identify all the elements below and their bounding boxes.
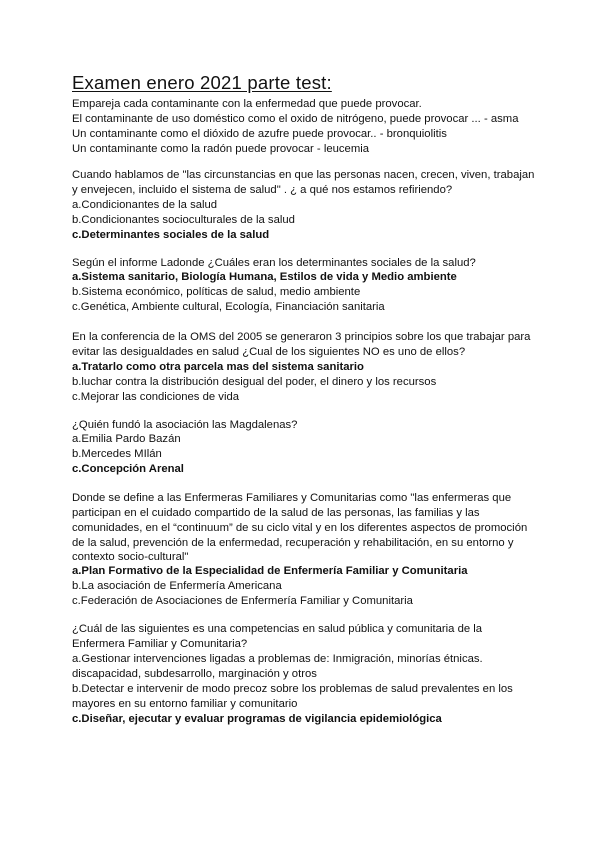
question-3-answer: a.Tratarlo como otra parcela mas del sistema sanitario	[72, 361, 364, 373]
question-6-option-a: discapacidad, subdesarrollo, marginación y otros	[72, 668, 317, 680]
question-6-answer: c.Diseñar, ejecutar y evaluar programas de vigilancia epidemiológica	[72, 713, 442, 725]
question-1-option-a: a.Condicionantes de la salud	[72, 199, 218, 211]
question-6-text: Enfermera Familiar y Comunitaria?	[72, 638, 248, 650]
question-1-text: y envejecen, incluido el sistema de salud" . ¿ a qué nos estamos refiriendo?	[72, 184, 453, 196]
question-6-option-a: a.Gestionar intervenciones ligadas a problemas de: Inmigración, minorías étnicas.	[72, 653, 483, 665]
question-2-answer: a.Sistema sanitario, Biología Humana, Estilos de vida y Medio ambiente	[72, 271, 457, 283]
question-2-option-b: b.Sistema económico, políticas de salud, medio ambiente	[72, 286, 361, 298]
question-4-answer: c.Concepción Arenal	[72, 463, 184, 475]
question-3-text: evitar las desigualdades en salud ¿Cual de los siguientes NO es uno de ellos?	[72, 346, 466, 358]
question-5-text: participan en el cuidado compartido de la salud de las personas, las familias y las	[72, 507, 480, 519]
question-6-option-b: mayores en su entorno familiar y comunitario	[72, 698, 298, 710]
question-6-text: ¿Cuál de las siguientes es una competencias en salud pública y comunitaria de la	[72, 623, 483, 635]
question-5-answer: a.Plan Formativo de la Especialidad de Enfermería Familiar y Comunitaria	[72, 565, 468, 577]
question-4-option-a: a.Emilia Pardo Bazán	[72, 433, 181, 445]
question-1-option-b: b.Condicionantes socioculturales de la salud	[72, 214, 295, 226]
intro-line: Un contaminante como el dióxido de azufre puede provocar.. - bronquiolitis	[72, 128, 447, 140]
question-5-option-b: b.La asociación de Enfermería Americana	[72, 580, 282, 592]
question-5-text: Donde se define a las Enfermeras Familiares y Comunitarias como "las enfermeras que	[72, 492, 512, 504]
question-4-text: ¿Quién fundó la asociación las Magdalenas?	[72, 419, 298, 431]
question-5-text: comunidades, en el “continuum” de su ciclo vital y en los diferentes aspectos de promoción	[72, 522, 528, 534]
question-1-text: Cuando hablamos de "las circunstancias en que las personas nacen, crecen, viven, trabajan	[72, 169, 535, 181]
question-1-answer: c.Determinantes sociales de la salud	[72, 229, 270, 241]
question-2-text: Según el informe Ladonde ¿Cuáles eran los determinantes sociales de la salud?	[72, 257, 476, 269]
intro-line: Empareja cada contaminante con la enfermedad que puede provocar.	[72, 98, 422, 110]
question-6-option-b: b.Detectar e intervenir de modo precoz sobre los problemas de salud prevalentes en los	[72, 683, 513, 695]
question-2-option-c: c.Genética, Ambiente cultural, Ecología, Financiación sanitaria	[72, 301, 385, 313]
question-5-option-c: c.Federación de Asociaciones de Enfermería Familiar y Comunitaria	[72, 595, 413, 607]
question-3-option-c: c.Mejorar las condiciones de vida	[72, 391, 240, 403]
intro-line: El contaminante de uso doméstico como el oxido de nitrógeno, puede provocar ... - asma	[72, 113, 519, 125]
intro-line: Un contaminante como la radón puede provocar - leucemia	[72, 143, 370, 155]
page-title: Examen enero 2021 parte test:	[72, 72, 332, 93]
question-5-text: de la salud, prevención de la enfermedad, recuperación y rehabilitación, en su entorno y	[72, 537, 514, 549]
question-4-option-b: b.Mercedes MIlán	[72, 448, 162, 460]
question-5-text: contexto socio-cultural"	[72, 551, 189, 563]
question-3-option-b: b.luchar contra la distribución desigual del poder, el dinero y los recursos	[72, 376, 437, 388]
question-3-text: En la conferencia de la OMS del 2005 se generaron 3 principios sobre los que trabajar para	[72, 331, 531, 343]
